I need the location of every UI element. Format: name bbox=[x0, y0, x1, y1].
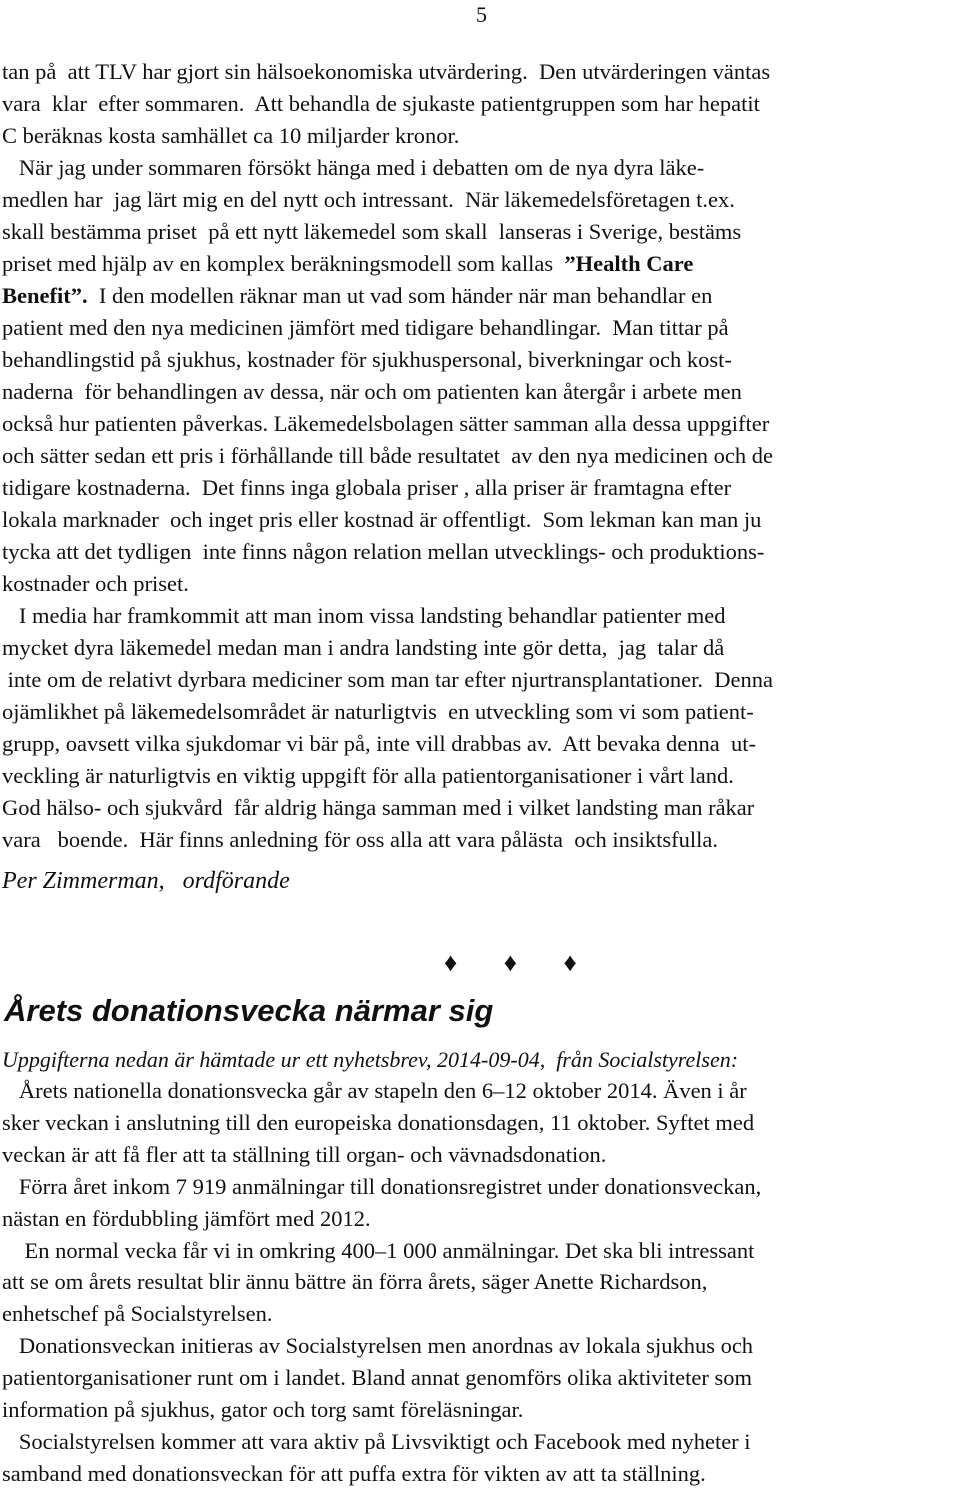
text-line: Årets nationella donationsvecka går av stapeln den 6–12 oktober 2014. Även i år bbox=[2, 1078, 747, 1103]
text-span: tidigare kostnaderna. Det finns inga globala priser , alla priser är framtagna efter bbox=[2, 475, 732, 500]
text-line bbox=[2, 376, 742, 407]
text-line: information på sjukhus, gator och torg samt föreläsningar. bbox=[2, 1397, 524, 1422]
text-line: nästan en fördubbling jämfört med 2012. bbox=[2, 1205, 371, 1231]
section-heading: Årets donationsvecka närmar sig bbox=[4, 993, 494, 1028]
text-line bbox=[2, 664, 773, 695]
text-line bbox=[2, 728, 756, 759]
text-line bbox=[2, 120, 459, 151]
bold-term: Benefit”. bbox=[2, 283, 88, 308]
text-line bbox=[2, 600, 726, 631]
text-line bbox=[2, 504, 761, 535]
text-span: vara klar efter sommaren. Att behandla de sjukaste patientgruppen som har hepatit bbox=[2, 91, 760, 116]
text-span: tan på att TLV har gjort sin hälsoekonomiska utvärdering. Den utvärderingen väntas bbox=[2, 59, 771, 84]
text-line bbox=[2, 152, 704, 183]
text-span: inte om de relativt dyrbara mediciner som man tar efter njurtransplantationer. Denna bbox=[2, 667, 773, 692]
text-span: kostnader och priset. bbox=[2, 571, 189, 596]
text-span: också hur patienten påverkas. Läkemedelsbolagen sätter samman alla dessa uppgifter bbox=[2, 411, 770, 436]
bold-term: ”Health Care bbox=[564, 251, 694, 276]
text-span: C beräknas kosta samhället ca 10 miljarder kronor. bbox=[2, 123, 460, 148]
text-line bbox=[2, 472, 731, 503]
text-line bbox=[2, 536, 764, 567]
text-span: priset med hjälp av en komplex beräkningsmodell som kallas bbox=[2, 251, 565, 276]
text-line: veckan är att få fler att ta ställning till organ- och vävnadsdonation. bbox=[2, 1141, 607, 1167]
intro-line: Uppgifterna nedan är hämtade ur ett nyhetsbrev, 2014-09-04, från Socialstyrelsen: bbox=[2, 1047, 739, 1072]
text-line: enhetschef på Socialstyrelsen. bbox=[2, 1301, 273, 1327]
text-span: vara boende. Här finns anledning för oss alla att vara pålästa och insiktsfulla. bbox=[2, 827, 719, 852]
text-line: Donationsveckan initieras av Socialstyrelsen men anordnas av lokala sjukhus och bbox=[2, 1333, 754, 1359]
text-line: sker veckan i anslutning till den europeiska donationsdagen, 11 oktober. Syftet med bbox=[2, 1109, 755, 1135]
text-span: I den modellen räknar man ut vad som händer när man behandlar en bbox=[87, 283, 713, 308]
text-span: ojämlikhet på läkemedelsområdet är naturligtvis en utveckling som vi som patient- bbox=[2, 699, 754, 724]
text-span: tycka att det tydligen inte finns någon relation mellan utvecklings- och produktions- bbox=[2, 539, 765, 564]
text-line bbox=[2, 248, 693, 279]
page-number: 5 bbox=[476, 2, 487, 27]
text-line bbox=[2, 792, 754, 823]
text-line: Förra året inkom 7 919 anmälningar till donationsregistret under donationsveckan, bbox=[2, 1173, 762, 1199]
text-line bbox=[2, 184, 735, 215]
text-line bbox=[2, 312, 729, 343]
signature: Per Zimmerman, ordförande bbox=[2, 868, 290, 894]
text-line bbox=[2, 216, 741, 247]
text-span: grupp, oavsett vilka sjukdomar vi bär på, inte vill drabbas av. Att bevaka denna ut- bbox=[2, 731, 756, 756]
text-line bbox=[2, 56, 770, 87]
text-span: behandlingstid på sjukhus, kostnader för sjukhuspersonal, biverkningar och kost- bbox=[2, 347, 732, 372]
text-line bbox=[2, 696, 754, 727]
text-span: naderna för behandlingen av dessa, när och om patienten kan återgår i arbete men bbox=[2, 379, 742, 404]
text-span: mycket dyra läkemedel medan man i andra landsting inte gör detta, jag talar då bbox=[2, 635, 725, 660]
text-line: Socialstyrelsen kommer att vara aktiv på Livsviktigt och Facebook med nyheter i bbox=[2, 1428, 751, 1454]
text-span: skall bestämma priset på ett nytt läkemedel som skall lanseras i Sverige, bestäms bbox=[2, 219, 742, 244]
text-line bbox=[2, 408, 769, 439]
text-line bbox=[2, 344, 732, 375]
text-span: veckling är naturligtvis en viktig uppgift för alla patientorganisationer i vårt land. bbox=[2, 763, 734, 788]
text-line: samband med donationsveckan för att puffa extra för vikten av att ta ställning. bbox=[2, 1460, 706, 1486]
text-line bbox=[2, 440, 773, 471]
text-line: patientorganisationer runt om i landet. Bland annat genomförs olika aktiviteter som bbox=[2, 1365, 753, 1391]
text-line bbox=[2, 632, 724, 663]
text-span: och sätter sedan ett pris i förhållande till både resultatet av den nya medicinen och de bbox=[2, 443, 773, 468]
text-span: patient med den nya medicinen jämfört med tidigare behandlingar. Man tittar på bbox=[2, 315, 729, 340]
text-line bbox=[2, 88, 760, 119]
text-line: att se om årets resultat blir ännu bättre än förra årets, säger Anette Richardson, bbox=[2, 1269, 708, 1295]
text-span: medlen har jag lärt mig en del nytt och intressant. När läkemedelsföretagen t.ex. bbox=[2, 187, 735, 212]
text-span: God hälso- och sjukvård får aldrig hänga samman med i vilket landsting man råkar bbox=[2, 795, 755, 820]
text-line bbox=[2, 824, 718, 855]
text-span: När jag under sommaren försökt hänga med i debatten om de nya dyra läke- bbox=[2, 155, 705, 180]
text-span: I media har framkommit att man inom vissa landsting behandlar patienter med bbox=[2, 603, 726, 628]
diamond-divider-icon: ♦ ♦ ♦ bbox=[444, 948, 597, 977]
text-line bbox=[2, 280, 712, 311]
text-line bbox=[2, 760, 734, 791]
text-line: En normal vecka får vi in omkring 400–1 000 anmälningar. Det ska bli intressant bbox=[2, 1237, 755, 1263]
text-span: lokala marknader och inget pris eller kostnad är offentligt. Som lekman kan man ju bbox=[2, 507, 762, 532]
text-line bbox=[2, 568, 189, 599]
